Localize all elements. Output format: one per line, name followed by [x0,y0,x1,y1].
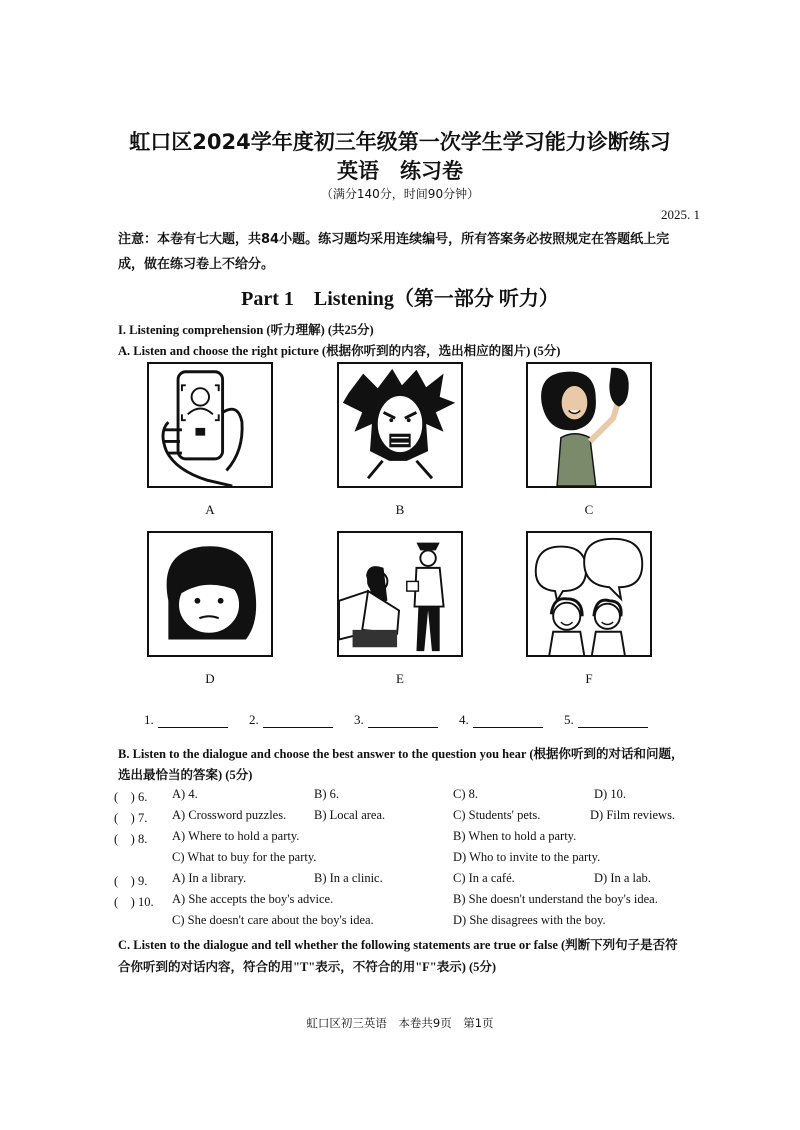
exam-subtitle: 英语 练习卷 [337,159,463,183]
angry-man-icon [337,362,463,488]
exam-title: 虹口区2024学年度初三年级第一次学生学习能力诊断练习 [129,130,671,154]
option-a: A) Where to hold a party. [172,829,300,843]
question-number: ( ) 10. [114,895,154,909]
section-c-heading: C. Listen to the dialogue and tell whether the following statements are true or false (判断下列句子是否符合你听到的对话内容，符合的用"T"表示，不符合的用"F"表示) (5分) [118,938,678,974]
section-a-heading: A. Listen and choose the right picture (根据你听到的内容，选出相应的图片) (5分) [118,344,561,358]
picture-label: A [205,502,215,517]
page-footer: 虹口区初三英语 本卷共9页 第1页 [306,1016,494,1030]
answer-blank[interactable]: 3. [354,712,438,728]
phone-face-recognition-icon [147,362,273,488]
picture-label: C [584,502,594,517]
section-heading: I. Listening comprehension (听力理解) (共25分) [118,323,374,337]
option-b: B) In a clinic. [314,871,383,885]
answer-blank[interactable]: 1. [144,712,228,728]
option-d: D) In a lab. [594,871,651,885]
option-a: A) In a library. [172,871,247,885]
two-girls-talking-icon [526,531,652,657]
option-b: B) Local area. [314,808,386,822]
option-c: C) What to buy for the party. [172,850,317,864]
option-a: A) She accepts the boy's advice. [172,892,334,906]
notice-text: 注意：本卷有七大题，共84小题。练习题均采用连续编号，所有答案务必按照规定在答题纸上完成，做在练习卷上不给分。 [118,232,670,272]
picture-label: F [585,671,593,686]
option-b: B) She doesn't understand the boy's idea. [453,892,658,906]
option-b: B) 6. [314,787,339,801]
part-title: Part 1 Listening（第一部分 听力） [241,288,559,310]
question-number: ( ) 7. [114,811,148,825]
answer-blank[interactable]: 2. [249,712,333,728]
option-a: A) 4. [172,787,198,801]
option-d: D) Who to invite to the party. [453,850,601,864]
police-and-crying-woman-icon [337,531,463,657]
answer-blank[interactable]: 4. [459,712,543,728]
section-b-heading: B. Listen to the dialogue and choose the best answer to the question you hear (根据你听到的对话和问题，选出最恰当的答案) (5分) [118,747,684,782]
option-a: A) Crossword puzzles. [172,808,287,822]
option-c: C) In a café. [453,871,515,885]
option-d: D) 10. [594,787,626,801]
question-number: ( ) 9. [114,874,148,888]
girl-face-icon [147,531,273,657]
option-d: D) Film reviews. [590,808,676,822]
answer-blanks [144,712,666,728]
answer-blank[interactable]: 5. [564,712,648,728]
option-d: D) She disagrees with the boy. [453,913,606,927]
option-c: C) Students' pets. [453,808,541,822]
option-c: C) 8. [453,787,478,801]
question-number: ( ) 6. [114,790,148,804]
woman-holding-mask-icon [526,362,652,488]
exam-date: 2025. 1 [661,207,700,222]
option-b: B) When to hold a party. [453,829,577,843]
picture-label: B [395,502,405,517]
picture-label: E [396,671,404,686]
score-time-note: （满分140分，时间90分钟） [320,187,480,201]
question-number: ( ) 8. [114,832,148,846]
option-c: C) She doesn't care about the boy's idea. [172,913,374,927]
picture-label: D [205,671,215,686]
